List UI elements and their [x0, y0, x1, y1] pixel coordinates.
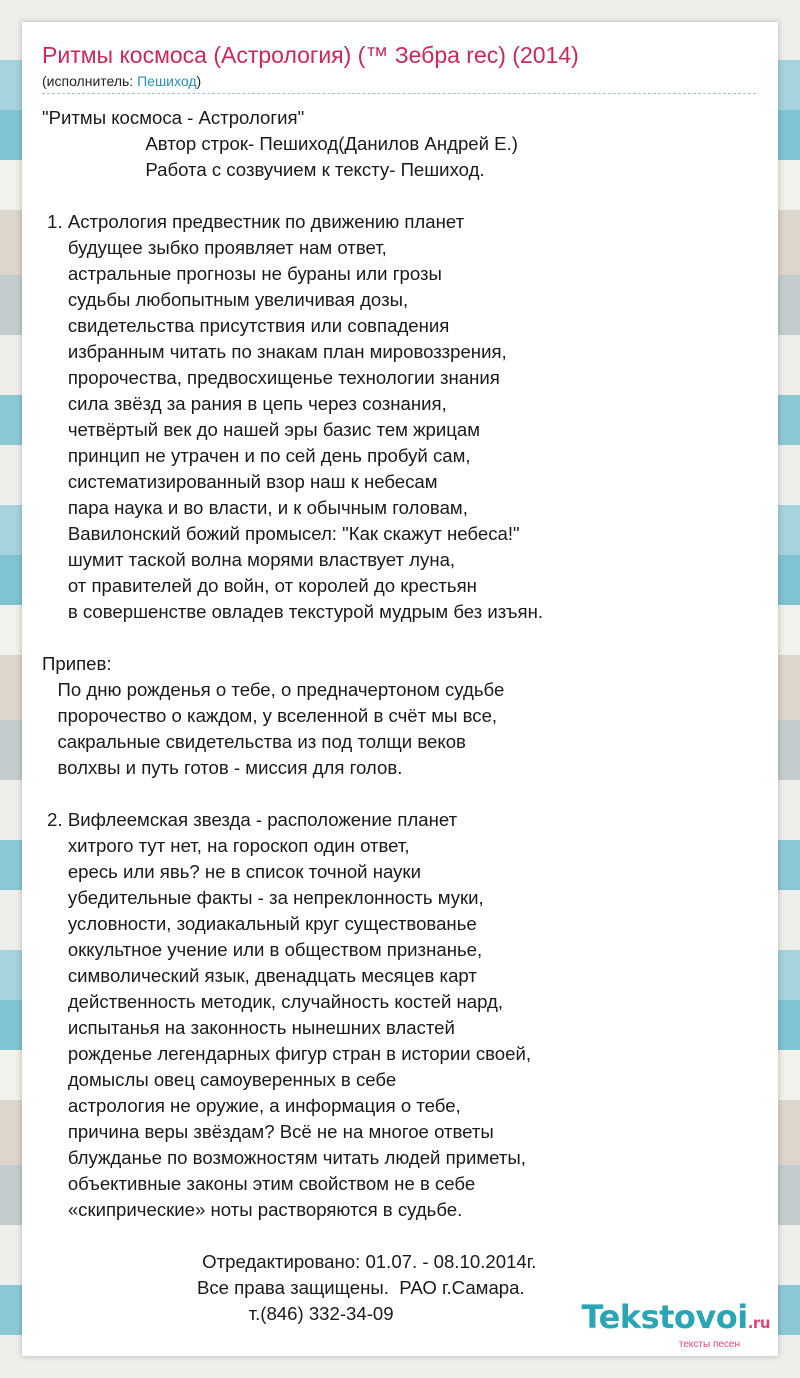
lyric-line: Вавилонский божий промысел: "Как скажут небеса!" — [42, 523, 520, 544]
lyric-line — [42, 1223, 762, 1249]
lyric-line: волхвы и путь готов - миссия для голов. — [42, 757, 403, 778]
lyric-line: 1. Астрология предвестник по движению планет — [42, 211, 465, 232]
lyric-line: Работа с созвучием к тексту- Пешиход. — [42, 159, 485, 180]
lyric-line: символический язык, двенадцать месяцев карт — [42, 965, 477, 986]
lyrics-page — [22, 22, 778, 1356]
lyric-line: условности, зодиакальный круг существованье — [42, 913, 477, 934]
lyric-line: убедительные факты - за непреклонность муки, — [42, 887, 484, 908]
lyric-line: систематизированный взор наш к небесам — [42, 471, 438, 492]
lyric-line: Отредактировано: 01.07. - 08.10.2014г. — [42, 1251, 537, 1272]
lyric-line: свидетельства присутствия или совпадения — [42, 315, 450, 336]
lyric-line: «скипрические» ноты растворяются в судьбе. — [42, 1199, 463, 1220]
lyric-line: "Ритмы космоса - Астрология" — [42, 107, 305, 128]
lyric-line: избранным читать по знакам план мировоззрения, — [42, 341, 507, 362]
lyric-line: астрология не оружие, а информация о тебе, — [42, 1095, 461, 1116]
lyric-line: причина веры звёздам? Всё не на многое ответы — [42, 1121, 494, 1142]
lyric-line: пара наука и во власти, и к обычным головам, — [42, 497, 468, 518]
lyric-line: в совершенстве овладев текстурой мудрым без изъян. — [42, 601, 544, 622]
lyric-line: пророчества, предвосхищенье технологии знания — [42, 367, 500, 388]
lyric-line: сакральные свидетельства из под толщи веков — [42, 731, 466, 752]
lyric-line: будущее зыбко проявляет нам ответ, — [42, 237, 387, 258]
logo-name: Tekstovoi — [581, 1298, 748, 1336]
lyric-line: судьбы любопытным увеличивая дозы, — [42, 289, 409, 310]
lyric-line: т.(846) 332-34-09 — [42, 1303, 394, 1324]
lyric-line: рожденье легендарных фигур стран в истории своей, — [42, 1043, 532, 1064]
performer-link[interactable]: Пешиход — [137, 73, 197, 89]
lyric-line: объективные законы этим свойством не в себе — [42, 1173, 476, 1194]
lyric-line — [42, 625, 762, 651]
site-logo[interactable] — [582, 1300, 770, 1350]
lyrics-text — [42, 105, 762, 1327]
lyric-line — [42, 183, 762, 209]
header-divider — [42, 93, 756, 94]
performer-prefix: (исполнитель: — [42, 73, 138, 89]
lyric-line: оккультное учение или в обществом признанье, — [42, 939, 483, 960]
lyric-line: испытанья на законность нынешних властей — [42, 1017, 455, 1038]
lyric-line: пророчество о каждом, у вселенной в счёт мы все, — [42, 705, 498, 726]
lyric-line: от правителей до войн, от королей до крестьян — [42, 575, 477, 596]
lyric-line: Автор строк- Пешиход(Данилов Андрей Е.) — [42, 133, 518, 154]
lyric-line: 2. Вифлеемская звезда - расположение планет — [42, 809, 458, 830]
lyric-line: Все права защищены. РАО г.Самара. — [42, 1277, 525, 1298]
logo-tld: .ru — [747, 1314, 770, 1332]
lyric-line: четвёртый век до нашей эры базис тем жрицам — [42, 419, 481, 440]
performer-suffix: ) — [196, 73, 202, 89]
lyric-line: астральные прогнозы не бураны или грозы — [42, 263, 442, 284]
song-title: Ритмы космоса (Астрология) (™ Зебра rec) (2014) — [42, 42, 579, 68]
lyric-line: По дню рожденья о тебе, о предначертоном судьбе — [42, 679, 505, 700]
lyric-line: блужданье по возможностям читать людей приметы, — [42, 1147, 526, 1168]
lyric-line: домыслы овец самоуверенных в себе — [42, 1069, 397, 1090]
lyric-line: действенность методик, случайность костей нард, — [42, 991, 504, 1012]
lyric-line — [42, 781, 762, 807]
lyric-line: хитрого тут нет, на гороскоп один ответ, — [42, 835, 410, 856]
logo-tagline: тексты песен — [678, 1339, 740, 1350]
lyric-line: сила звёзд за рания в цепь через сознания, — [42, 393, 447, 414]
lyric-line: шумит таской волна морями властвует луна, — [42, 549, 456, 570]
lyric-line: принцип не утрачен и по сей день пробуй сам, — [42, 445, 471, 466]
performer-line — [42, 73, 201, 89]
lyric-line: ересь или явь? не в список точной науки — [42, 861, 421, 882]
lyric-line: Припев: — [42, 653, 112, 674]
